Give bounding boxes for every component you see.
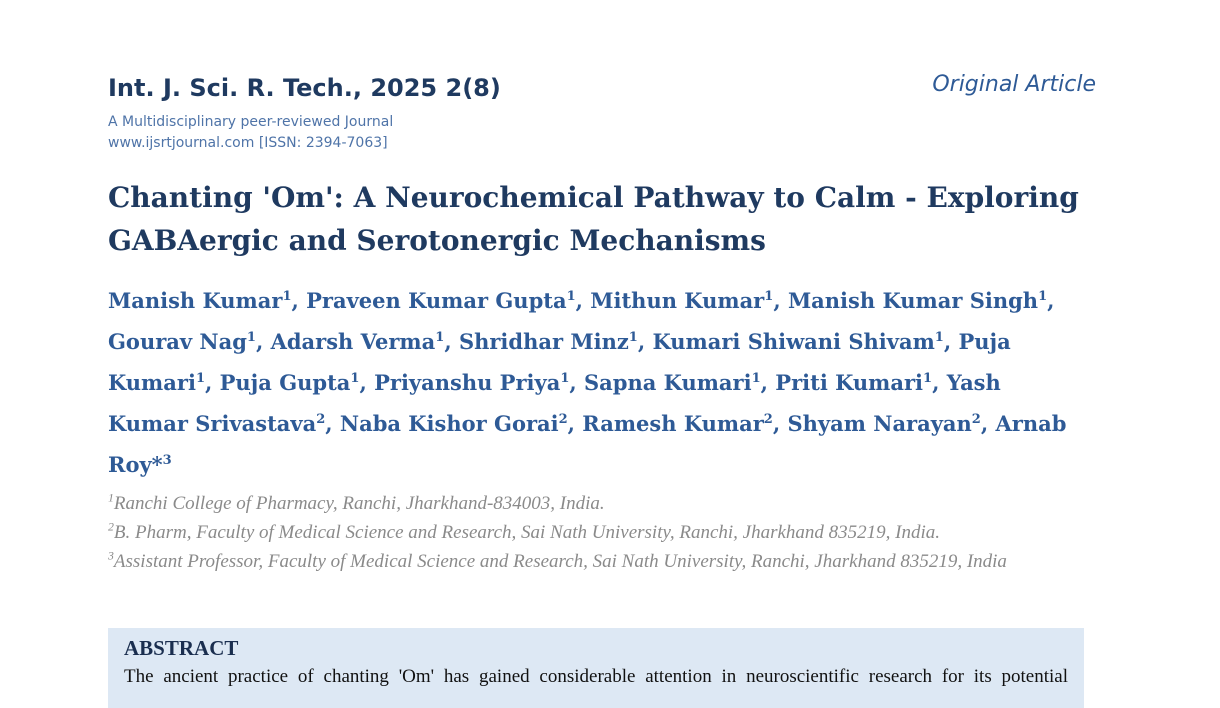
- author-name-text: Puja Gupta: [219, 370, 351, 395]
- author-affiliation-number: 1: [566, 289, 576, 304]
- author-name-text: Arnab Roy: [108, 411, 1067, 477]
- author-affiliation-number: 2: [558, 412, 568, 427]
- author-name-text: Adarsh Verma: [270, 329, 436, 354]
- author-name-text: Kumari Shiwani Shivam: [652, 329, 935, 354]
- author-name: [788, 288, 1047, 313]
- affiliation-text: B. Pharm, Faculty of Medical Science and Research, Sai Nath University, Ranchi, Jharkhand 835219, India.: [113, 522, 941, 543]
- affiliation-item: [108, 547, 1088, 576]
- author-name: [590, 288, 773, 313]
- author-affiliation-number: 1: [923, 371, 933, 386]
- abstract-heading: ABSTRACT: [124, 636, 239, 660]
- author-name-text: Praveen Kumar Gupta: [306, 288, 567, 313]
- author-name-text: Manish Kumar: [108, 288, 283, 313]
- author-name: [340, 411, 568, 436]
- affiliation-number: 2: [108, 520, 114, 534]
- abstract-text: The ancient practice of chanting 'Om' has gained considerable attention in neuroscientific research for its potential: [124, 666, 1068, 687]
- affiliation-item: [108, 489, 1088, 518]
- affiliation-text: Ranchi College of Pharmacy, Ranchi, Jharkhand-834003, India.: [113, 493, 605, 514]
- author-affiliation-number: 1: [435, 330, 445, 345]
- author-affiliation-number: 1: [195, 371, 205, 386]
- affiliation-item: [108, 518, 1088, 547]
- author-affiliation-number: 1: [560, 371, 570, 386]
- author-affiliation-number: 3: [162, 453, 172, 468]
- author-name-text: Ramesh Kumar: [582, 411, 764, 436]
- author-name: [306, 288, 575, 313]
- author-name: [582, 411, 773, 436]
- author-name: [775, 370, 932, 395]
- author-affiliation-number: 1: [751, 371, 761, 386]
- author-name-text: Mithun Kumar: [590, 288, 765, 313]
- author-name-text: Puja Kumari: [108, 329, 1011, 395]
- author-name-text: Shyam Narayan: [787, 411, 972, 436]
- journal-title: Int. J. Sci. R. Tech., 2025 2(8): [108, 74, 501, 102]
- author-name-text: Naba Kishor Gorai: [339, 411, 559, 436]
- affiliation-list: [108, 489, 1088, 576]
- abstract-box: [108, 628, 1084, 708]
- author-affiliation-number: 1: [628, 330, 638, 345]
- author-name-text: Priti Kumari: [775, 370, 924, 395]
- author-affiliation-number: 2: [971, 412, 981, 427]
- author-affiliation-number: 1: [282, 289, 292, 304]
- author-name: [108, 288, 292, 313]
- paper-title: Chanting 'Om': A Neurochemical Pathway to Calm - Exploring GABAergic and Serotonergic Mechanisms: [108, 181, 1079, 257]
- author-name: [220, 370, 360, 395]
- author-name-text: Gourav Nag: [108, 329, 247, 354]
- journal-website[interactable]: www.ijsrtjournal.com [ISSN: 2394-7063]: [108, 135, 388, 151]
- journal-description: A Multidisciplinary peer-reviewed Journal: [108, 114, 394, 130]
- author-affiliation-number: 1: [1038, 289, 1048, 304]
- article-type-label: Original Article: [932, 72, 1096, 97]
- corresponding-author-mark: *: [151, 452, 163, 477]
- author-name-text: Shridhar Minz: [458, 329, 629, 354]
- author-list: Manish Kumar$^1$, Praveen Kumar Gupta$^1$, Mithun Kumar$^1$, Manish Kumar Singh$^1$, Gourav Nag$^1$, Adarsh Verma$^1$, Shridhar Minz$^1$, Kumari Shiwani Shivam$^1$, Puja Kumari$^1$, Puja Gupta$^1$, Priyanshu Priya$^1$, Sapna Kumari$^1$, Priti Kumari$^1$, Yash Kumar Srivastava$^2$, Naba Kishor Gorai$^2$, Ramesh Kumar$^2$, Shyam Narayan$^2$, Arnab Roy*$^3$: [108, 288, 1067, 477]
- author-affiliation-number: 1: [350, 371, 360, 386]
- author-affiliation-number: 1: [764, 289, 774, 304]
- author-name-text: Yash Kumar Srivastava: [108, 370, 1001, 436]
- author-name: [652, 329, 943, 354]
- author-name: [787, 411, 980, 436]
- author-name-text: Priyanshu Priya: [374, 370, 561, 395]
- author-affiliation-number: 2: [763, 412, 773, 427]
- author-name: [271, 329, 445, 354]
- author-affiliation-number: 1: [934, 330, 944, 345]
- author-affiliation-number: 1: [246, 330, 256, 345]
- affiliation-text: Assistant Professor, Faculty of Medical Science and Research, Sai Nath University, Ranchi, Jharkhand 835219, India: [113, 551, 1007, 572]
- author-name: [459, 329, 638, 354]
- author-name: [108, 329, 256, 354]
- author-name-text: Sapna Kumari: [584, 370, 752, 395]
- affiliation-number: 3: [108, 549, 114, 563]
- author-name: [374, 370, 569, 395]
- author-name: [584, 370, 761, 395]
- author-name-text: Manish Kumar Singh: [787, 288, 1039, 313]
- affiliation-number: 1: [108, 491, 114, 505]
- author-affiliation-number: 2: [316, 412, 326, 427]
